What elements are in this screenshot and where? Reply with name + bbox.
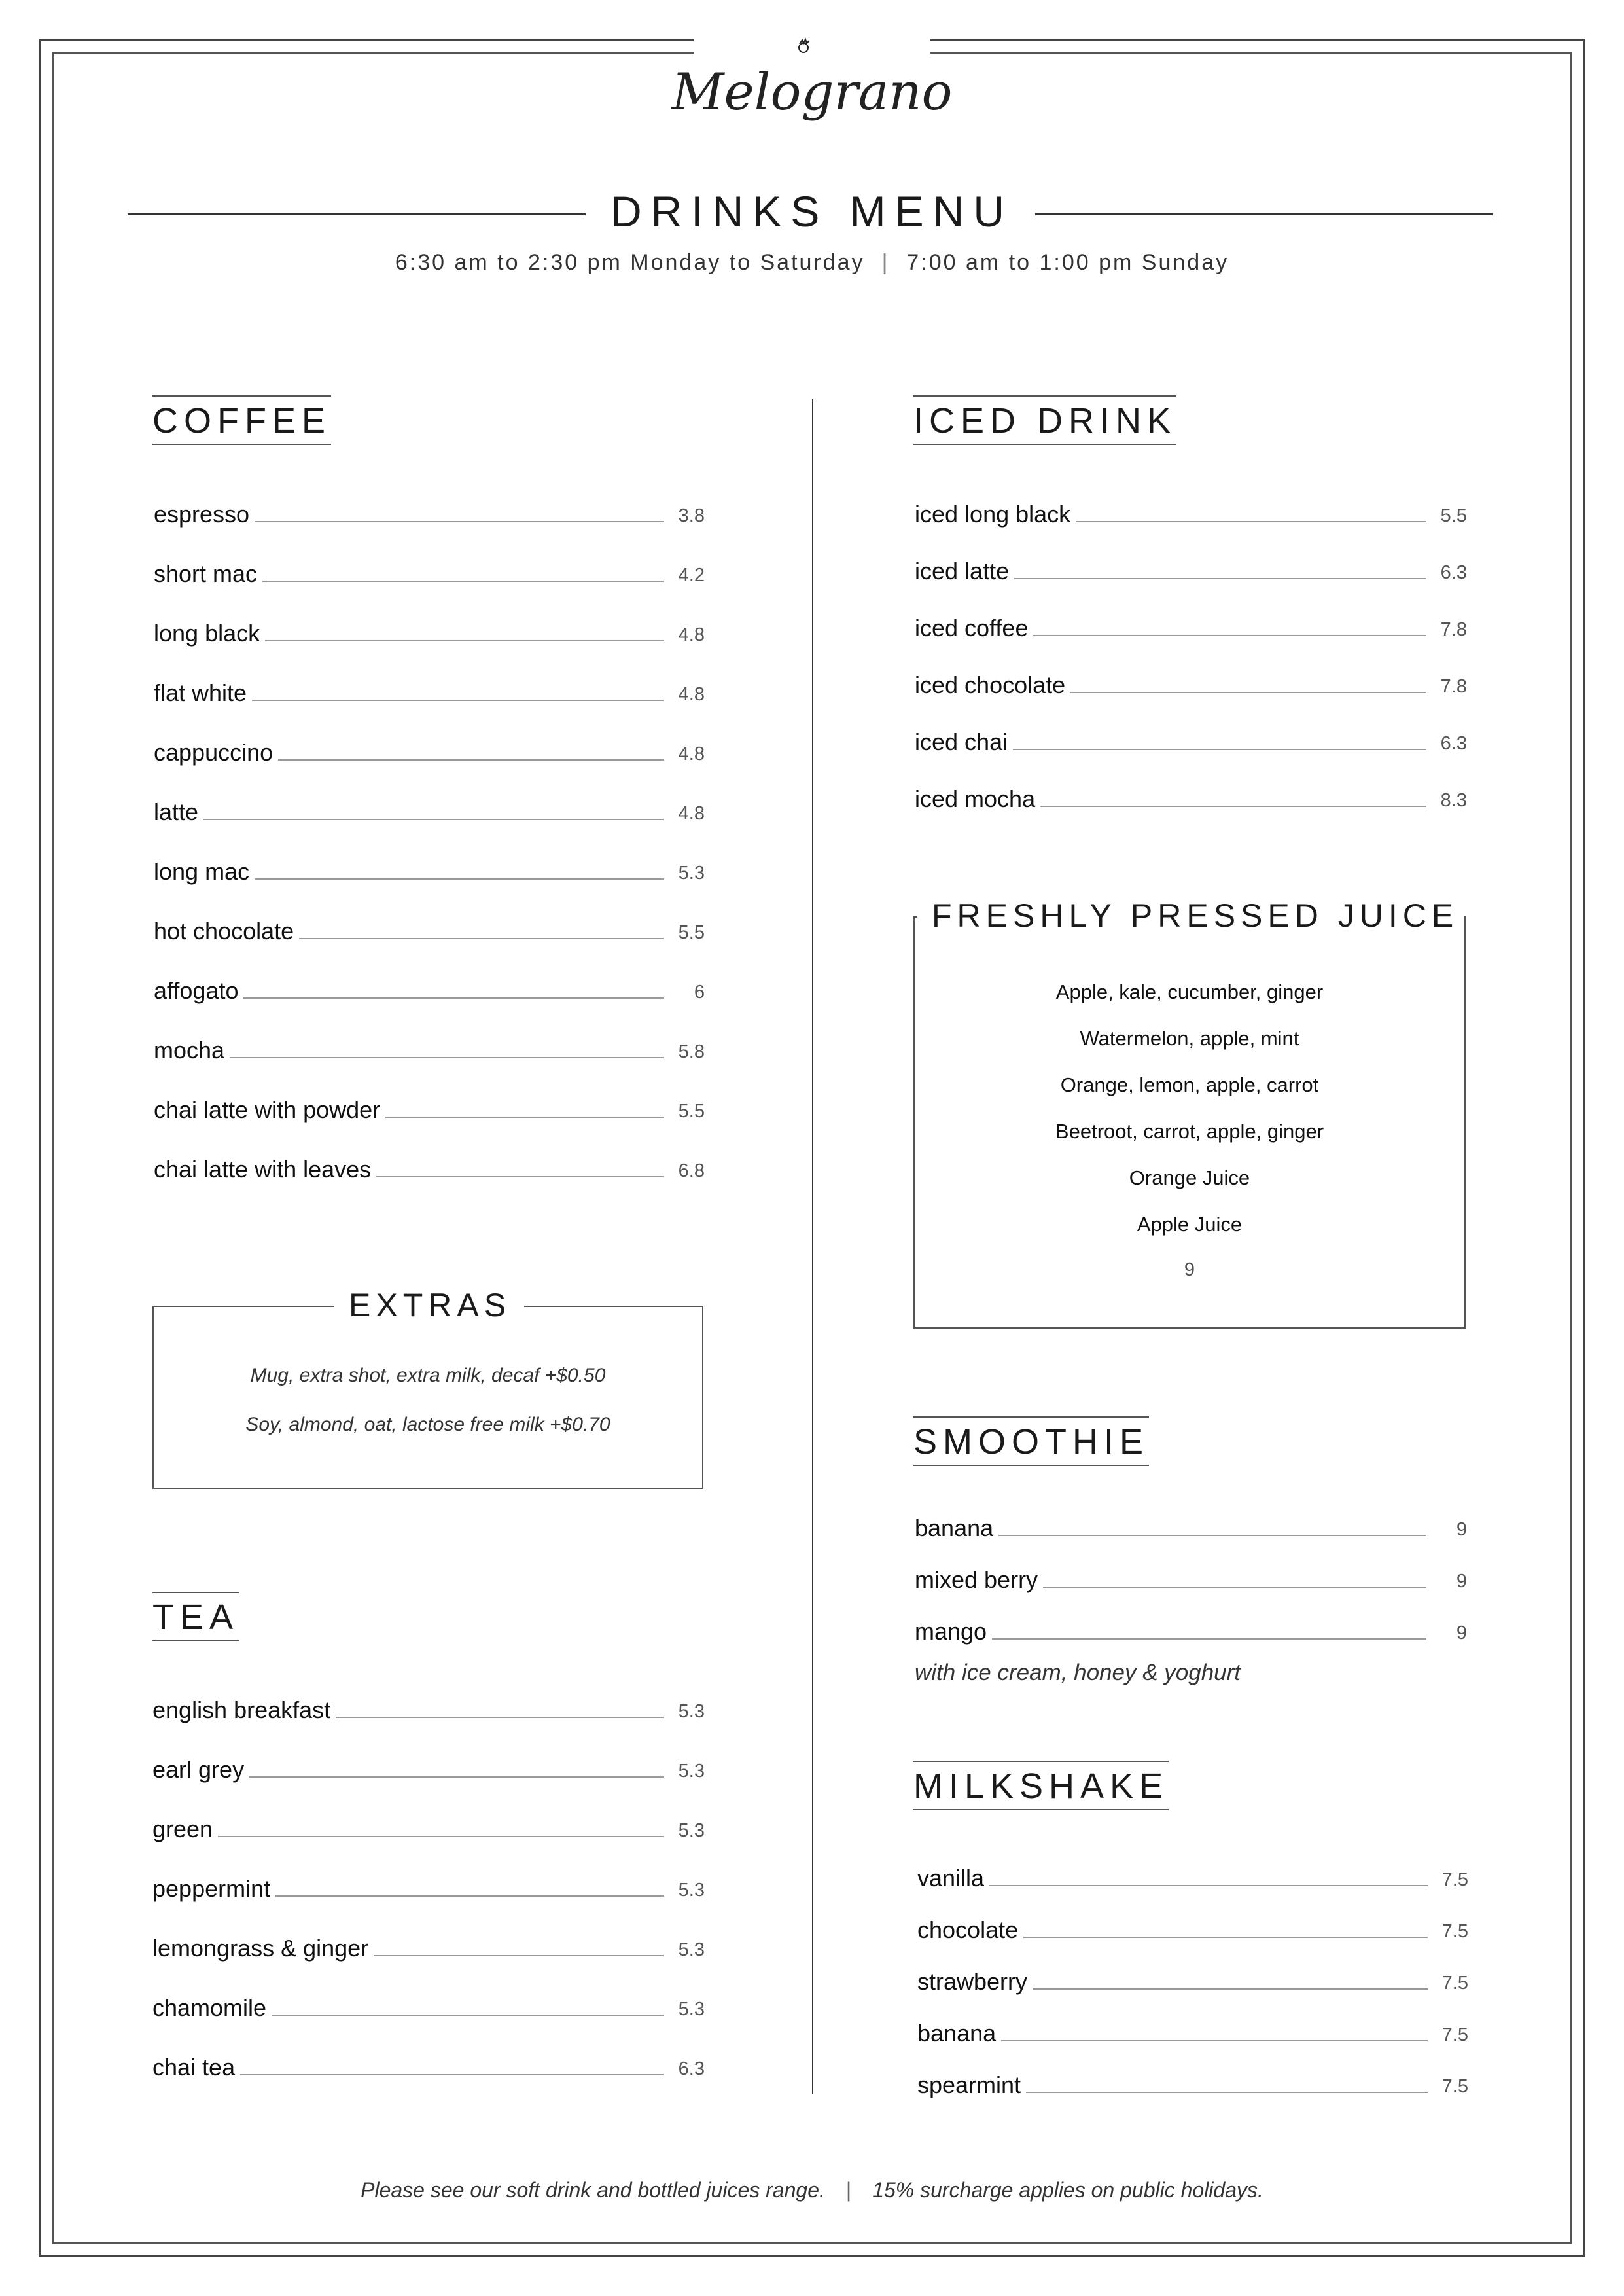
list-item: earl grey 5.3 [152, 1756, 705, 1783]
list-item: affogato 6 [154, 977, 705, 1004]
iced-drink-heading: ICED DRINK [913, 395, 1176, 445]
list-item: long mac 5.3 [154, 858, 705, 885]
list-item: espresso 3.8 [154, 501, 705, 528]
juice-box [913, 897, 1466, 1329]
list-item: chai latte with powder 5.5 [154, 1096, 705, 1123]
juice-item: Orange, lemon, apple, carrot [1060, 1073, 1319, 1096]
smoothie-heading: SMOOTHIE [913, 1416, 1149, 1466]
milkshake-heading: MILKSHAKE [913, 1761, 1169, 1810]
footer-right: 15% surcharge applies on public holidays. [872, 2178, 1263, 2202]
list-item: banana 9 [915, 1515, 1467, 1541]
juice-heading: FRESHLY PRESSED JUICE [917, 897, 1464, 935]
smoothie-note: with ice cream, honey & yoghurt [915, 1660, 1241, 1685]
melograno-logo [671, 36, 953, 134]
juice-item: Orange Juice [1129, 1166, 1250, 1189]
footer-note [0, 2178, 1624, 2202]
list-item: iced chocolate 7.8 [915, 672, 1467, 698]
list-item: iced chai 6.3 [915, 728, 1467, 755]
column-divider [812, 399, 813, 2094]
list-item: mango 9 [915, 1618, 1467, 1645]
coffee-heading: COFFEE [152, 395, 331, 445]
juice-item: Apple Juice [1137, 1213, 1243, 1236]
list-item: peppermint 5.3 [152, 1875, 705, 1902]
list-item: chai tea 6.3 [152, 2054, 705, 2081]
menu-title: DRINKS MENU [610, 187, 1014, 236]
svg-text:Melograno: Melograno [671, 63, 953, 122]
list-item: green 5.3 [152, 1816, 705, 1842]
list-item: banana 7.5 [917, 2020, 1468, 2047]
list-item: spearmint 7.5 [917, 2072, 1468, 2098]
list-item: iced latte 6.3 [915, 558, 1467, 584]
extras-line: Mug, extra shot, extra milk, decaf +$0.50 [250, 1365, 606, 1386]
list-item: vanilla 7.5 [917, 1865, 1468, 1892]
opening-hours [0, 250, 1624, 276]
list-item: latte 4.8 [154, 798, 705, 825]
extras-heading: EXTRAS [334, 1286, 524, 1324]
list-item: cappuccino 4.8 [154, 739, 705, 766]
juice-price: 9 [1184, 1259, 1195, 1280]
list-item: iced long black 5.5 [915, 501, 1467, 528]
juice-item: Watermelon, apple, mint [1080, 1027, 1299, 1050]
hours-weekday: 6:30 am to 2:30 pm Monday to Saturday [395, 250, 865, 275]
list-item: mocha 5.8 [154, 1037, 705, 1064]
footer-left: Please see our soft drink and bottled juices range. [361, 2178, 825, 2202]
hours-separator: | [881, 250, 890, 275]
extras-line: Soy, almond, oat, lactose free milk +$0.70 [245, 1414, 610, 1435]
list-item: chai latte with leaves 6.8 [154, 1156, 705, 1183]
list-item: chocolate 7.5 [917, 1916, 1468, 1943]
list-item: lemongrass & ginger 5.3 [152, 1935, 705, 1962]
list-item: english breakfast 5.3 [152, 1696, 705, 1723]
list-item: strawberry 7.5 [917, 1968, 1468, 1995]
list-item: hot chocolate 5.5 [154, 918, 705, 944]
logo-icon [671, 36, 953, 134]
footer-separator: | [845, 2178, 852, 2202]
list-item: short mac 4.2 [154, 560, 705, 587]
tea-heading: TEA [152, 1592, 239, 1641]
list-item: long black 4.8 [154, 620, 705, 647]
juice-item: Beetroot, carrot, apple, ginger [1055, 1120, 1324, 1143]
list-item: flat white 4.8 [154, 679, 705, 706]
list-item: mixed berry 9 [915, 1566, 1467, 1593]
juice-item: Apple, kale, cucumber, ginger [1055, 980, 1324, 1003]
list-item: iced mocha 8.3 [915, 785, 1467, 812]
list-item: iced coffee 7.8 [915, 615, 1467, 641]
extras-box [152, 1287, 703, 1489]
hours-sunday: 7:00 am to 1:00 pm Sunday [906, 250, 1229, 275]
list-item: chamomile 5.3 [152, 1994, 705, 2021]
